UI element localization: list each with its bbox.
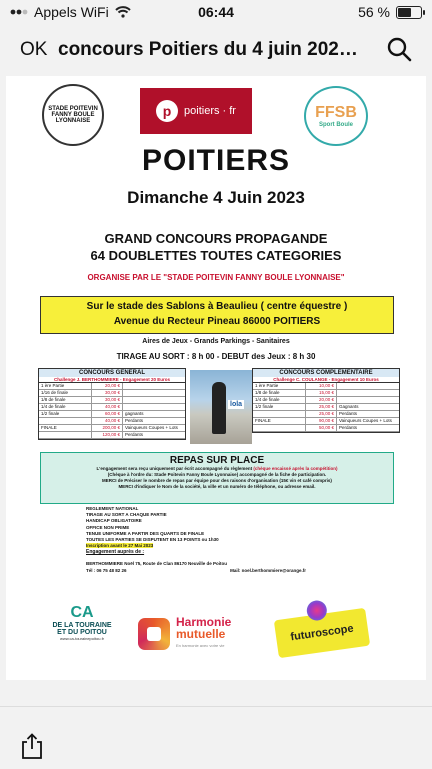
prize-note: Perdants — [339, 411, 358, 416]
prize-amount: 50,00 € — [306, 425, 337, 431]
organiser-line: ORGANISE PAR LE "STADE POITEVIN FANNY BOULE LYONNAISE" — [87, 273, 345, 282]
prize-round: FINALE — [253, 418, 306, 424]
prize-round: 1 ère Partie — [253, 383, 306, 389]
prize-amount: 60,00 € — [92, 411, 123, 417]
prize-amount: 25,00 € — [306, 404, 337, 410]
schedule-line: TIRAGE AU SORT : 8 h 00 - DEBUT des Jeux : 8 h 30 — [116, 352, 316, 361]
navigation-bar — [0, 28, 432, 72]
poitiers-logo — [140, 88, 252, 134]
prize-row — [39, 411, 185, 418]
concours-general-table — [38, 368, 186, 440]
logo-row — [6, 82, 426, 148]
prize-note — [337, 390, 399, 396]
prize-round — [253, 411, 306, 417]
futuroscope-logo — [274, 608, 370, 658]
futuroscope-text: futuroscope — [289, 622, 355, 644]
status-bar — [0, 0, 432, 26]
poitiers-logo-text: poitiers · fr — [184, 105, 236, 117]
prize-row — [39, 425, 185, 432]
prize-row — [39, 390, 185, 397]
document-title: concours Poitiers du 4 juin 202… — [58, 39, 358, 60]
venue-line-1: Sur le stade des Sablons à Beaulieu ( centre équestre ) — [86, 301, 348, 312]
share-icon[interactable] — [20, 733, 44, 759]
general-table-title: CONCOURS GENERAL — [39, 369, 185, 377]
contact-address: BERTHOMMIERE Noël 75, Route de Clan 86170 Neuville de Poitou — [86, 561, 228, 566]
complementaire-table-title: CONCOURS COMPLEMENTAIRE — [253, 369, 399, 377]
prize-note: Gagnants — [339, 404, 359, 409]
inscription-deadline: Inscription avant le 27 Mai 2023 — [86, 543, 154, 549]
player-figure — [212, 382, 226, 434]
contact-email: Mail: noel.berthommiere@orange.fr — [230, 568, 306, 573]
concours-line-2: 64 DOUBLETTES TOUTES CATEGORIES — [90, 248, 342, 263]
prize-row — [253, 418, 399, 425]
futuroscope-star-icon — [306, 599, 329, 622]
contact-row — [86, 567, 366, 574]
complementaire-challenge-text: Challenge C. COULANGE - Engagement 10 Euros — [273, 377, 379, 382]
ca-line-1: DE LA TOURAINE — [52, 622, 112, 629]
prize-row — [253, 425, 399, 432]
prize-note: Perdants — [339, 425, 358, 430]
ok-button[interactable]: OK — [20, 39, 48, 60]
prize-round: 1/4 de finale — [39, 404, 92, 410]
rules-list — [86, 506, 366, 556]
prize-amount: 40,00 € — [92, 418, 123, 424]
ffsb-logo — [304, 86, 368, 146]
rule-item: REGLEMENT NATIONAL — [86, 506, 139, 511]
prize-round: 1 ère Partie — [39, 383, 92, 389]
prize-amount: 10,00 € — [306, 383, 337, 389]
engagement-heading: Engagement auprès de : — [86, 549, 145, 556]
ca-mark: CA — [70, 604, 94, 621]
prize-row — [39, 418, 185, 425]
prize-note: Perdants — [125, 418, 144, 423]
rule-item: OFFICE NON PRIME — [86, 524, 130, 530]
battery-icon — [396, 6, 422, 19]
prize-row — [253, 397, 399, 404]
prize-amount: 40,00 € — [92, 404, 123, 410]
prize-row — [39, 383, 185, 390]
prize-round: 1/2 finale — [39, 411, 92, 417]
prize-note — [123, 404, 185, 410]
prize-round: 1/8 de finale — [253, 390, 306, 396]
harmonie-line-2: mutuelle — [176, 627, 226, 641]
prize-note: Vainqueurs Coupes + Lots — [125, 425, 178, 430]
stade-poitevin-logo — [42, 84, 104, 146]
rule-item: TOUTES LES PARTIES SE DISPUTENT EN 13 POINTS ou 1h30 — [86, 537, 219, 543]
rule-item: TIRAGE AU SORT A CHAQUE PARTIE — [86, 512, 167, 518]
prize-row — [253, 383, 399, 390]
repas-box — [40, 452, 394, 504]
prize-amount: 90,00 € — [306, 418, 337, 424]
prize-row — [253, 390, 399, 397]
prize-note: Vainqueurs Coupes + Lots — [339, 418, 392, 423]
ca-line-2: ET DU POITOU — [57, 629, 107, 636]
player-photo — [190, 370, 252, 444]
harmonie-line-1: Harmonie — [176, 615, 232, 629]
repas-line-3: MERCI de Préciser le nombre de repas par équipe pour des raisons d'organisation (15€ vin et café compris) — [102, 478, 332, 483]
prize-round — [39, 418, 92, 424]
battery-group — [358, 4, 422, 20]
prize-amount: 20,00 € — [306, 397, 337, 403]
general-challenge-text: Challenge J. BERTHOMMIERE - Engagement 20 Euros — [53, 377, 171, 382]
prize-note: gagnants — [125, 411, 144, 416]
battery-fill — [398, 8, 411, 17]
prize-amount: 25,00 € — [306, 411, 337, 417]
repas-title: REPAS SUR PLACE — [169, 455, 265, 466]
prize-round: 1/16 de finale — [39, 390, 92, 396]
rule-item: HANDICAP OBLIGATOIRE — [86, 518, 142, 524]
repas-line-4: MERCI d'indiquer le Nom de la société, la ville et un numéro de téléphone, ou adresse email. — [118, 484, 316, 489]
prize-amount: 200,00 € — [92, 425, 123, 431]
prize-round: 1/2 finale — [253, 404, 306, 410]
rule-item: TENUE UNIFORME A PARTIR DES QUARTS DE FINALE — [86, 530, 205, 536]
document-page[interactable] — [6, 76, 426, 680]
concours-line-1: GRAND CONCOURS PROPAGANDE — [104, 231, 328, 246]
prize-round: FINALE — [39, 425, 92, 431]
prize-amount: 15,00 € — [306, 390, 337, 396]
harmonie-text — [176, 616, 231, 652]
prize-row — [39, 404, 185, 411]
prize-round — [253, 425, 306, 431]
prize-amount: 120,00 € — [92, 432, 123, 438]
poitiers-logo-mark: p — [156, 100, 178, 122]
repas-line-2: (Chèque à l'ordre du: Stade Poitevin Fanny Boule Lyonnaise) accompagné de la fiche de participation. — [107, 472, 327, 477]
prize-round: 1/4 de finale — [253, 397, 306, 403]
ffsb-logo-sub: Sport Boule — [319, 122, 353, 128]
harmonie-mutuelle-logo — [138, 614, 258, 654]
bottom-toolbar — [0, 706, 432, 769]
venue-box — [40, 296, 394, 334]
prize-amount: 30,00 € — [92, 390, 123, 396]
credit-agricole-logo — [40, 604, 124, 664]
city-heading: POITIERS — [141, 144, 291, 177]
prize-row — [253, 411, 399, 418]
clock: 06:44 — [198, 4, 234, 20]
amenities-line: Aires de Jeux - Grands Parkings - Sanitaires — [142, 338, 290, 345]
contact-block — [86, 560, 366, 574]
prize-amount: 20,00 € — [92, 383, 123, 389]
prize-note — [337, 383, 399, 389]
prize-round — [39, 432, 92, 438]
prize-note — [123, 383, 185, 389]
prize-note — [123, 397, 185, 403]
stade-logo-text: STADE POITEVIN FANNY BOULE LYONNAISE — [48, 106, 98, 124]
search-icon[interactable] — [386, 36, 412, 62]
photo-logo: lola — [230, 401, 243, 408]
ffsb-logo-text: FFSB — [315, 104, 357, 121]
event-date: Dimanche 4 Juin 2023 — [127, 188, 305, 207]
prize-round: 1/8 de finale — [39, 397, 92, 403]
harmonie-hexagon-icon — [138, 618, 170, 650]
battery-percent: 56 % — [358, 4, 390, 20]
complementaire-table-rows — [253, 383, 399, 432]
repas-line-1-text: L'engagement sera reçu uniquement par écrit accompagné du règlement — [96, 466, 253, 471]
prize-note: Perdants — [125, 432, 144, 437]
prize-amount: 30,00 € — [92, 397, 123, 403]
prize-note — [337, 397, 399, 403]
prize-note — [123, 390, 185, 396]
concours-complementaire-table — [252, 368, 400, 433]
prize-row — [253, 404, 399, 411]
prize-row — [39, 432, 185, 439]
ca-url: www.ca-tourainepoitou.fr — [59, 636, 105, 641]
contact-phone: Tél : 06 75 48 82 26 — [86, 568, 127, 573]
prize-row — [39, 397, 185, 404]
repas-line-1-red: (chèque encaissé après la compétition) — [253, 466, 338, 471]
general-table-rows — [39, 383, 185, 439]
harmonie-tagline: En harmonie avec votre vie — [176, 643, 225, 648]
carrier-label: Appels WiFi — [34, 4, 109, 20]
venue-line-2: Avenue du Recteur Pineau 86000 POITIERS — [113, 316, 321, 327]
